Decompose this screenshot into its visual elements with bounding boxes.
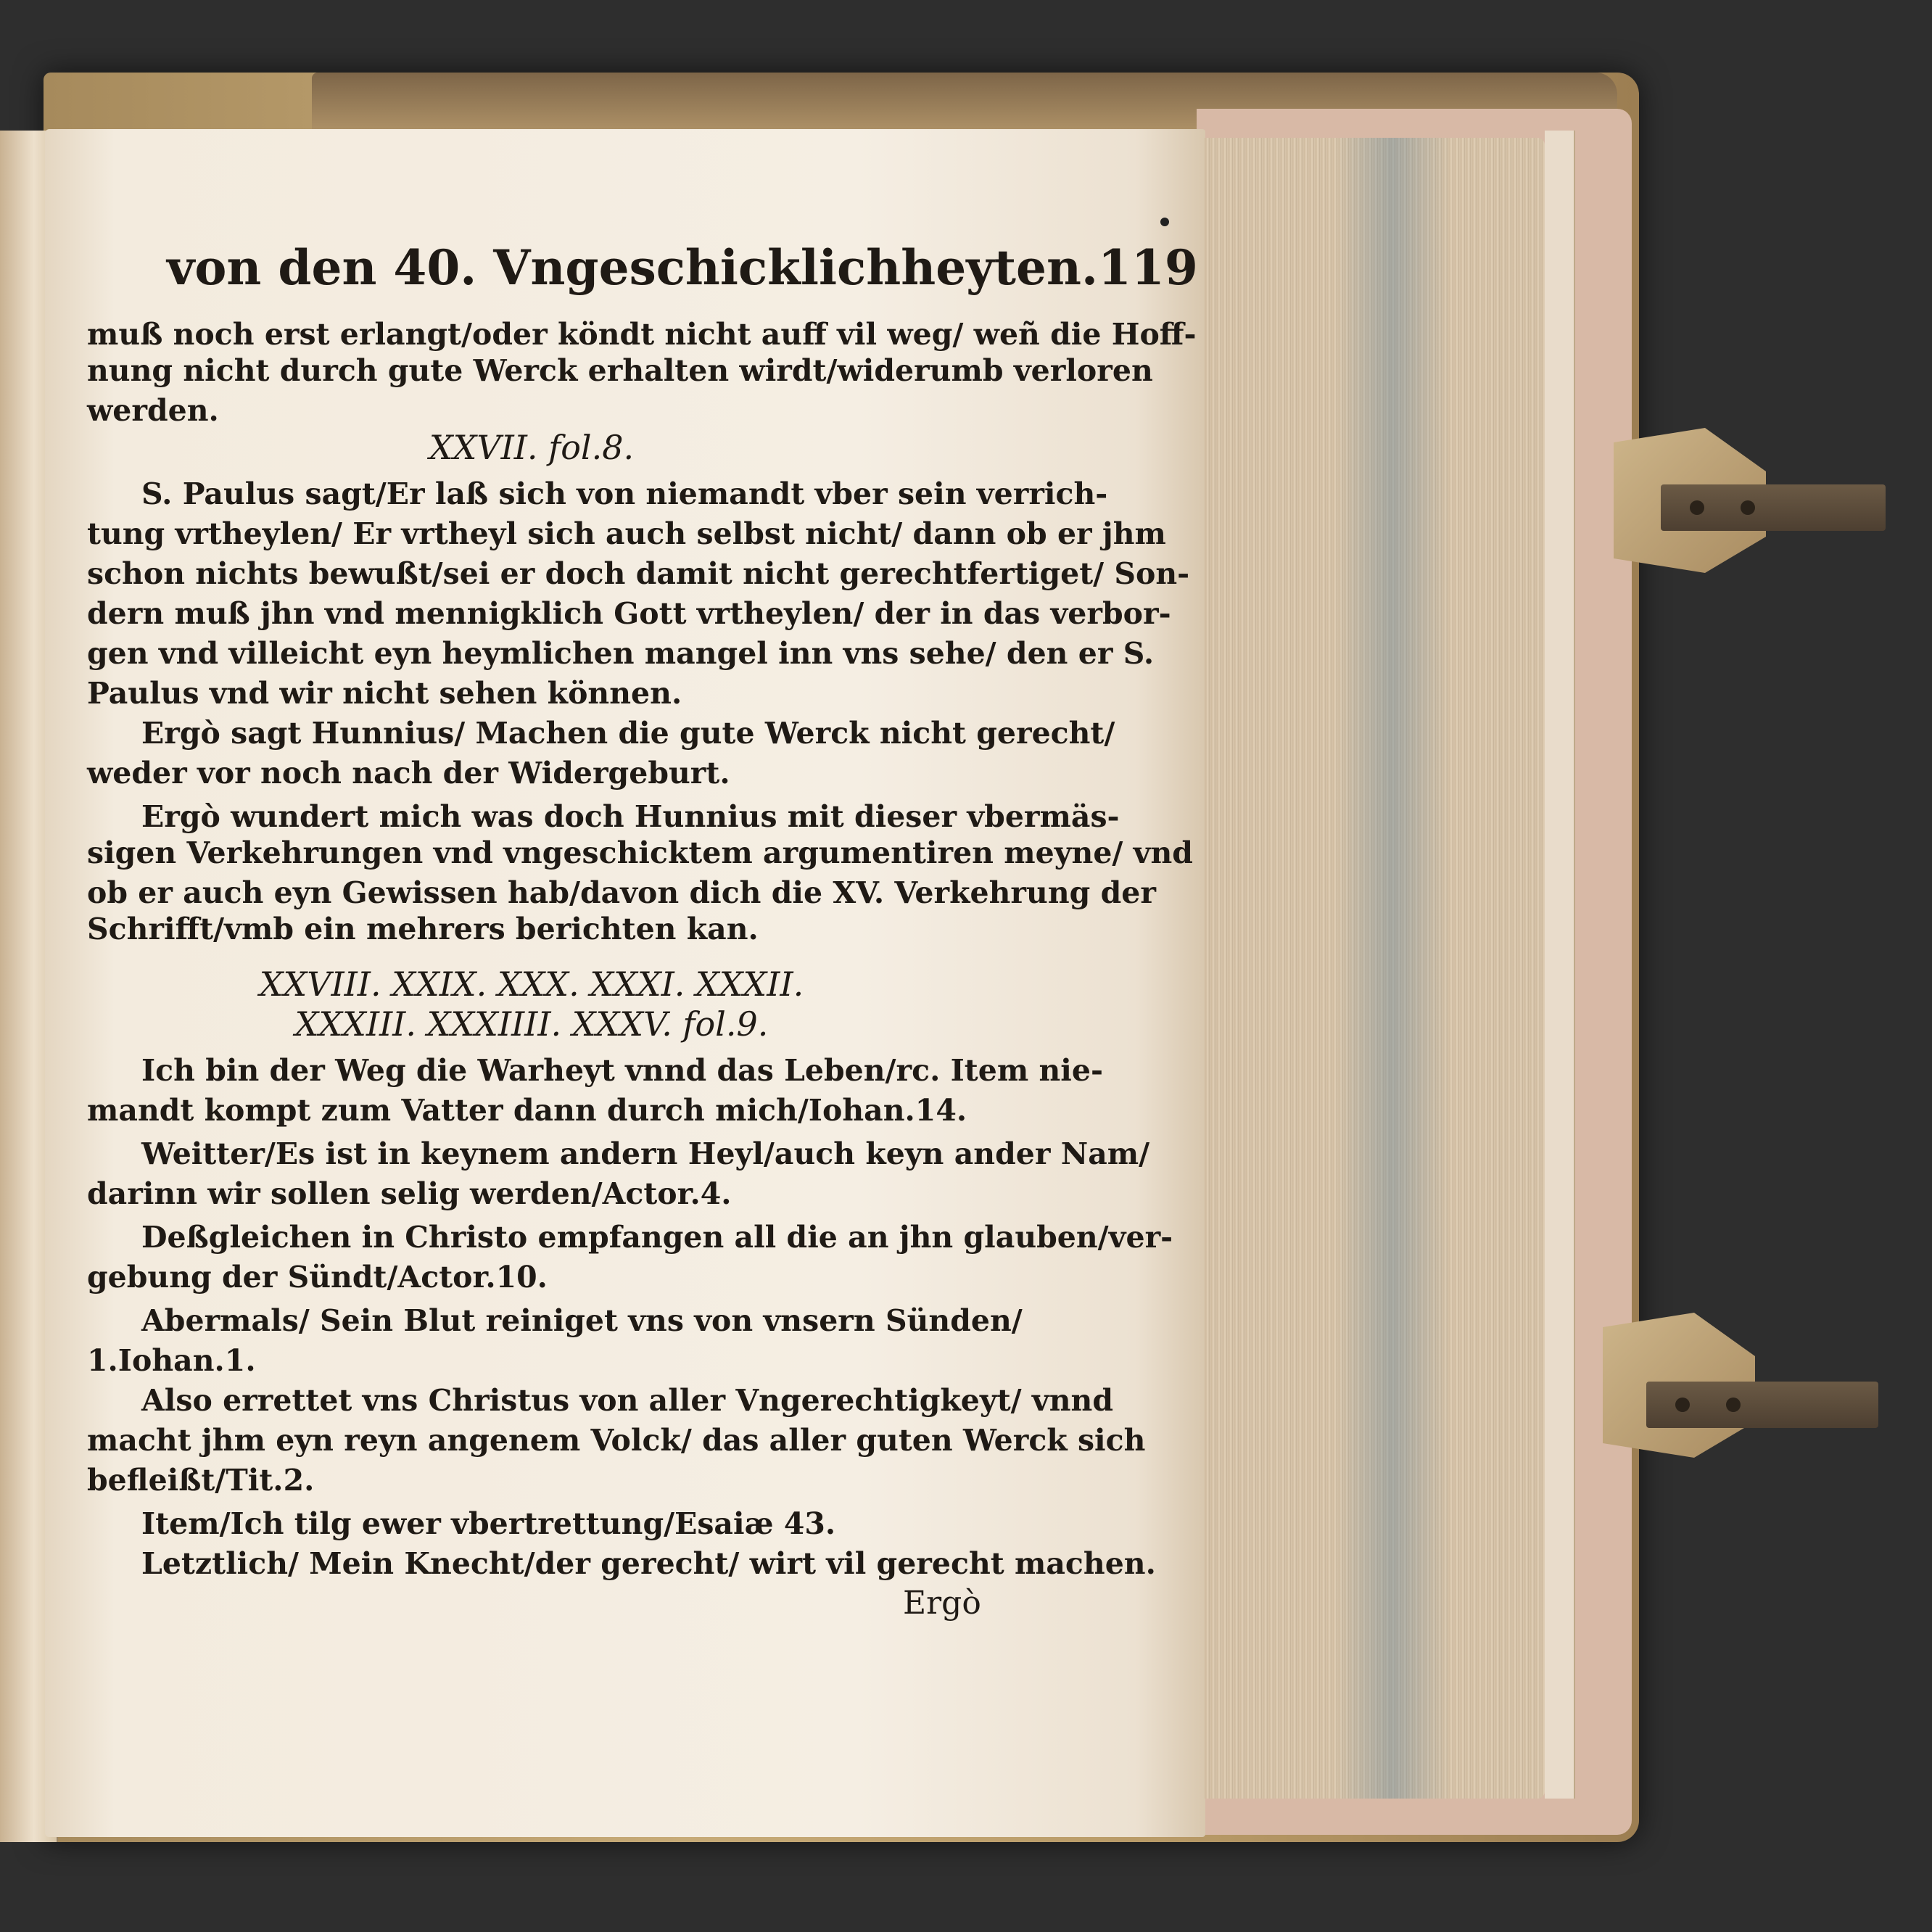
text-line: macht jhm eyn reyn angenem Volck/ das aller guten Werck sich: [87, 1423, 1146, 1458]
text-line: gebung der Sündt/Actor.10.: [87, 1260, 548, 1295]
text-line: Ergò: [903, 1585, 981, 1622]
text-line: mandt kompt zum Vatter dann durch mich/Iohan.14.: [87, 1093, 967, 1128]
text-line: Paulus vnd wir nicht sehen können.: [87, 676, 682, 711]
text-line: Also errettet vns Christus von aller Vngerechtigkeyt/ vnnd: [141, 1383, 1113, 1418]
rivet-icon: [1675, 1398, 1690, 1412]
page-number: 119: [1097, 239, 1198, 296]
text-line: weder vor noch nach der Widergeburt.: [87, 756, 730, 790]
text-line: 1.Iohan.1.: [87, 1343, 256, 1378]
rivet-icon: [1690, 500, 1704, 515]
text-line: werden.: [87, 393, 219, 428]
text-line: dern muß jhn vnd mennigklich Gott vrtheylen/ der in das verbor-: [87, 596, 1171, 631]
text-line: Ergò wundert mich was doch Hunnius mit dieser vbermäs-: [141, 799, 1120, 834]
rivet-icon: [1726, 1398, 1741, 1412]
section-heading: XXVIII. XXIX. XXX. XXXI. XXXII.: [259, 965, 804, 1004]
text-line: sigen Verkehrungen vnd vngeschicktem argumentiren meyne/ vnd: [87, 835, 1193, 870]
section-heading: XXVII. fol.8.: [429, 428, 635, 467]
text-line: gen vnd villeicht eyn heymlichen mangel inn vns sehe/ den er S.: [87, 636, 1155, 671]
printers-mark: [1160, 218, 1169, 226]
text-line: darinn wir sollen selig werden/Actor.4.: [87, 1176, 732, 1211]
text-line: ob er auch eyn Gewissen hab/davon dich die XV. Verkehrung der: [87, 875, 1156, 910]
text-line: Weitter/Es ist in keynem andern Heyl/auch keyn ander Nam/: [141, 1136, 1150, 1171]
text-line: Item/Ich tilg ewer vbertrettung/Esaiæ 43.: [141, 1506, 836, 1541]
running-header: [167, 239, 1198, 305]
text-line: muß noch erst erlangt/oder köndt nicht auff vil weg/ weñ die Hoff-: [87, 317, 1197, 352]
text-line: befleißt/Tit.2.: [87, 1463, 315, 1498]
text-line: Ich bin der Weg die Warheyt vnnd das Leben/rc. Item nie-: [141, 1053, 1103, 1088]
text-line: Letztlich/ Mein Knecht/der gerecht/ wirt vil gerecht machen.: [141, 1546, 1156, 1581]
header-title: von den 40. Vngeschicklichheyten.: [167, 239, 1098, 296]
text-line: Ergò sagt Hunnius/ Machen die gute Werck nicht gerecht/: [141, 716, 1115, 751]
page-block-edges: [1204, 138, 1545, 1799]
text-line: Deßgleichen in Christo empfangen all die an jhn glauben/ver-: [141, 1220, 1173, 1255]
upper-clasp-metal: [1661, 484, 1886, 531]
text-line: schon nichts bewußt/sei er doch damit nicht gerechtfertiget/ Son-: [87, 556, 1190, 591]
text-line: Schrifft/vmb ein mehrers berichten kan.: [87, 912, 759, 946]
page-block-end: [1545, 131, 1575, 1799]
text-line: Abermals/ Sein Blut reiniget vns von vnsern Sünden/: [141, 1303, 1023, 1338]
text-line: tung vrtheylen/ Er vrtheyl sich auch selbst nicht/ dann ob er jhm: [87, 516, 1166, 551]
section-heading: XXXIII. XXXIIII. XXXV. fol.9.: [294, 1004, 769, 1044]
text-line: nung nicht durch gute Werck erhalten wirdt/widerumb verloren: [87, 353, 1153, 388]
text-line: S. Paulus sagt/Er laß sich von niemandt vber sein verrich-: [141, 476, 1108, 511]
lower-clasp-metal: [1646, 1382, 1878, 1428]
rivet-icon: [1741, 500, 1755, 515]
